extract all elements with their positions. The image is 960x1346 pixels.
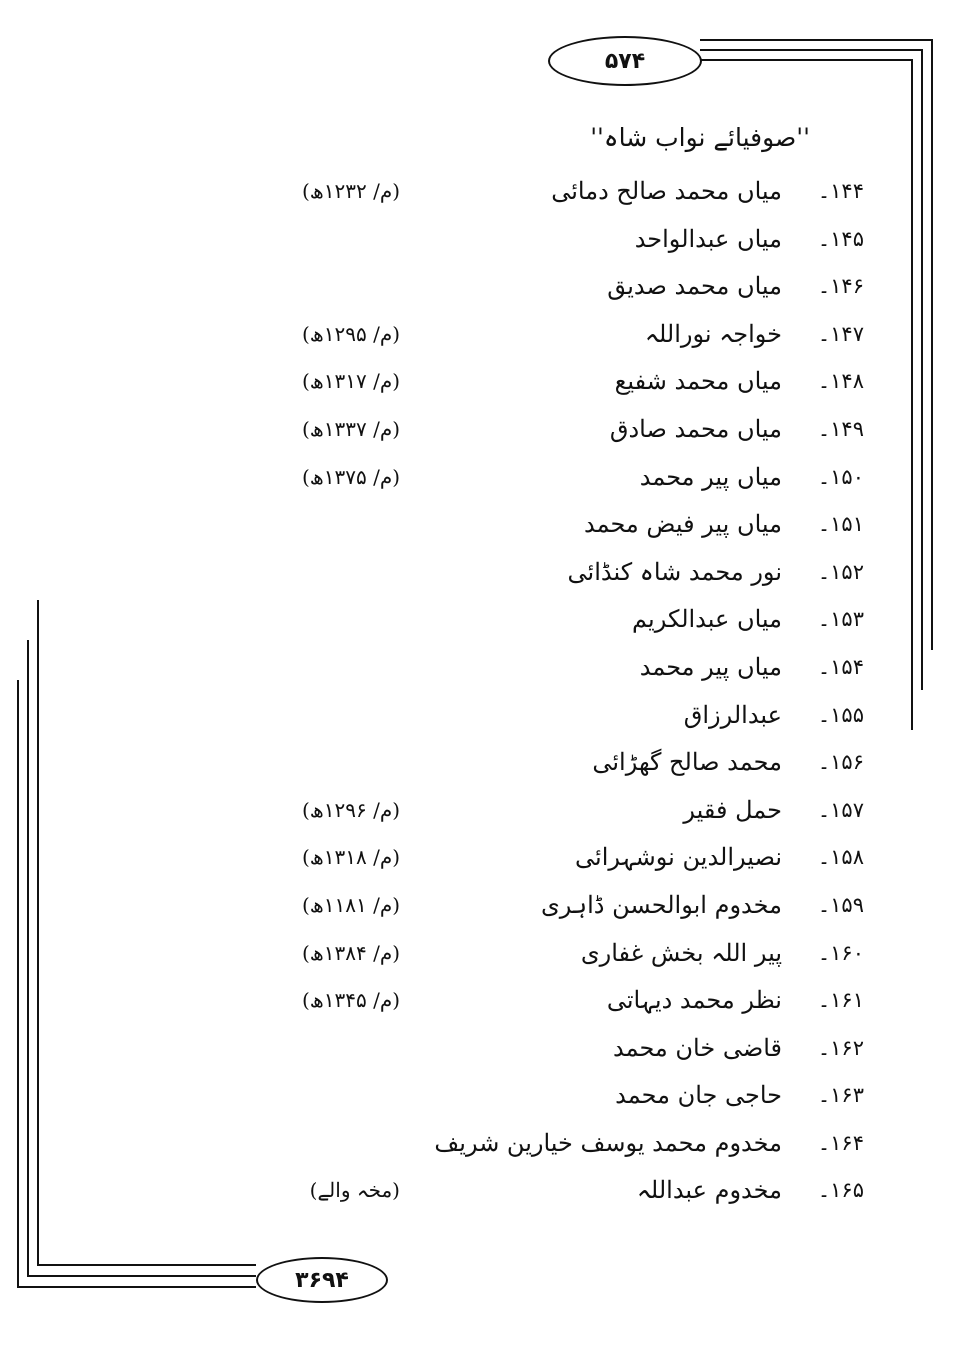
entry-name: محمد صالح گھڑائی [592, 748, 782, 777]
list-item [0, 882, 960, 930]
entry-death-year [268, 216, 400, 264]
entry-number: ۱۵۳۔ [817, 607, 864, 632]
entry-name: نصیرالدین نوشہرائی [575, 843, 782, 872]
section-title: ''صوفیائے نواب شاہ'' [590, 123, 810, 152]
entry-death-year: (م/ ۱۳۱۸ھ) [301, 845, 400, 870]
entry-number: ۱۴۴۔ [817, 179, 864, 203]
entry-number: ۱۶۴۔ [817, 1130, 864, 1155]
entry-death-year: (م/ ۱۲۹۵ھ) [301, 321, 400, 346]
list-item [0, 692, 960, 740]
entry-death-year: (م/ ۱۳۷۵ھ) [301, 464, 400, 489]
list-item [0, 311, 960, 359]
entry-number: ۱۴۵۔ [817, 226, 864, 251]
list-item [0, 1072, 960, 1120]
entry-number: ۱۵۲۔ [817, 559, 864, 584]
entry-name: میاں محمد شفیع [614, 367, 782, 396]
list-item [0, 739, 960, 787]
entry-number: ۱۵۸۔ [817, 845, 864, 870]
entry-number: ۱۶۵۔ [817, 1178, 864, 1203]
entry-name: میاں محمد صدیق [607, 272, 782, 301]
entry-name: قاضی خان محمد [612, 1033, 782, 1062]
entry-death-year [268, 739, 400, 787]
entries-list [0, 168, 960, 1215]
entry-name: مخدوم ابوالحسن ڈاہری [541, 890, 782, 919]
entry-name: مخدوم عبداللہ [636, 1176, 782, 1205]
list-item [0, 834, 960, 882]
entry-name: نور محمد شاہ کنڈائی [567, 557, 782, 586]
entry-number: ۱۵۰۔ [817, 464, 864, 489]
entry-name: پیر اللہ بخش غفاری [580, 938, 782, 967]
list-item [0, 977, 960, 1025]
entry-number: ۱۴۸۔ [817, 369, 864, 394]
entry-name: میاں عبدالکریم [632, 605, 782, 634]
list-item [0, 549, 960, 597]
entry-death-year [268, 501, 400, 549]
entry-death-year [268, 644, 400, 692]
entry-note: (مخہ والے) [309, 1178, 400, 1203]
entry-name: میاں پیر محمد [639, 462, 782, 491]
entry-death-year [268, 1072, 400, 1120]
entry-name: عبدالرزاق [683, 700, 782, 729]
entry-name: میاں محمد صادق [609, 414, 782, 443]
entry-number: ۱۵۷۔ [817, 797, 864, 822]
list-item [0, 1167, 960, 1215]
entry-number: ۱۶۲۔ [817, 1035, 864, 1060]
entry-number: ۱۵۹۔ [817, 892, 864, 917]
list-item [0, 501, 960, 549]
entry-name: میاں محمد صالح دمائی [551, 177, 782, 205]
entry-death-year: (م/ ۱۳۳۷ھ) [301, 416, 400, 441]
entry-death-year [268, 1120, 400, 1168]
entry-death-year: (م/ ۱۱۸۱ھ) [301, 892, 400, 917]
list-item [0, 454, 960, 502]
entry-number: ۱۶۳۔ [817, 1083, 864, 1108]
entry-death-year: (م/ ۱۳۴۵ھ) [301, 988, 400, 1013]
entry-death-year [268, 692, 400, 740]
entry-death-year [268, 263, 400, 311]
entry-number: ۱۵۱۔ [817, 512, 864, 537]
entry-death-year: (م/ ۱۲۳۲ھ) [301, 179, 400, 203]
list-item [0, 168, 960, 216]
list-item [0, 930, 960, 978]
entry-number: ۱۵۵۔ [817, 702, 864, 727]
entry-death-year [268, 549, 400, 597]
page-number-bottom: ۳۶۹۴ [256, 1257, 388, 1303]
entry-name: میاں پیر فیض محمد [583, 510, 782, 539]
list-item [0, 596, 960, 644]
entry-number: ۱۶۱۔ [817, 988, 864, 1013]
entry-name: مخدوم محمد یوسف خیارین شریف [434, 1128, 782, 1157]
entry-death-year [268, 1025, 400, 1073]
entry-name: خواجہ نوراللہ [644, 319, 782, 348]
entry-death-year: (م/ ۱۲۹۶ھ) [301, 797, 400, 822]
entry-number: ۱۴۷۔ [817, 321, 864, 346]
list-item [0, 216, 960, 264]
entry-number: ۱۴۹۔ [817, 416, 864, 441]
entry-name: حاجی جان محمد [615, 1081, 782, 1110]
entry-name: میاں پیر محمد [639, 652, 782, 681]
entry-death-year: (م/ ۱۳۸۴ھ) [301, 940, 400, 965]
list-item [0, 644, 960, 692]
page-number-top: ۵۷۴ [548, 36, 702, 86]
entry-name: حمل فقیر [683, 795, 782, 824]
entry-name: میاں عبدالواحد [634, 224, 782, 253]
entry-death-year: (م/ ۱۳۱۷ھ) [301, 369, 400, 394]
list-item [0, 263, 960, 311]
entry-number: ۱۵۶۔ [817, 750, 864, 775]
entry-death-year [268, 596, 400, 644]
entry-number: ۱۵۴۔ [817, 654, 864, 679]
list-item [0, 406, 960, 454]
list-item [0, 1025, 960, 1073]
list-item [0, 358, 960, 406]
entry-name: نظر محمد دیہاتی [606, 986, 782, 1015]
entry-number: ۱۶۰۔ [817, 940, 864, 965]
list-item [0, 1120, 960, 1168]
entry-number: ۱۴۶۔ [817, 274, 864, 299]
list-item [0, 787, 960, 835]
